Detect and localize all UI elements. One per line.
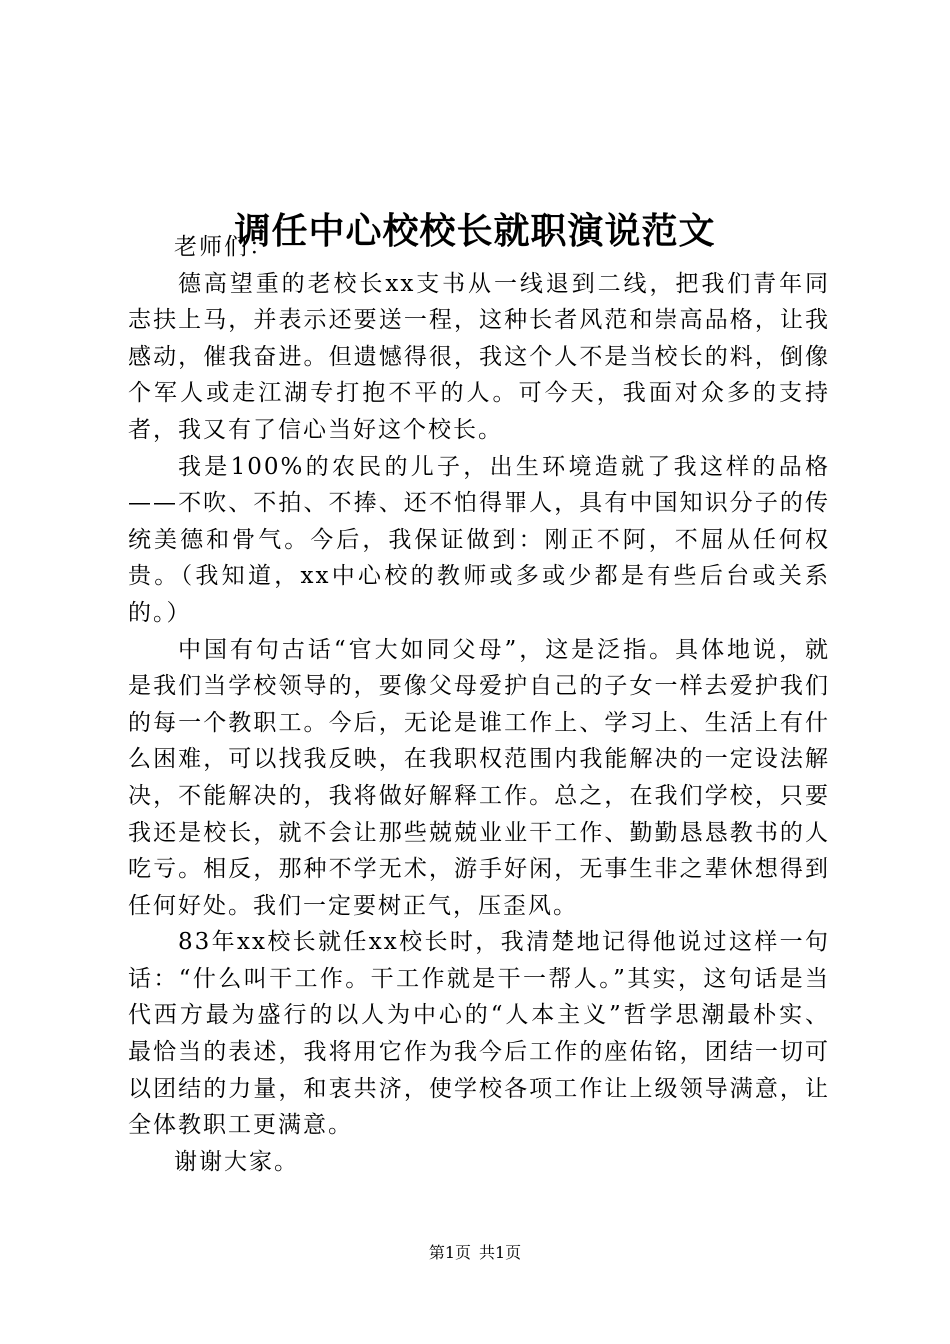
paragraph-3: 中国有句古话“官大如同父母”，这是泛指。具体地说，就是我们当学校领导的，要像父母爱护自己的子女一样去爱护我们的每一个教职工。今后，无论是谁工作上、学习上、生活上有什么困难，可以找我反映，在我职权范围内我能解决的一定设法解决，不能解决的，我将做好解释工作。总之，在我们学校，只要我还是校长，就不会让那些兢兢业业干工作、勤勤恳恳教书的人吃亏。相反，那种不学无术，游手好闲，无事生非之辈休想得到任何好处。我们一定要树正气，压歪风。 [128,636,830,919]
page-footer [0,1241,950,1265]
page-total: 共1页 [479,1243,522,1262]
paragraph-1: 德高望重的老校长xx支书从一线退到二线，把我们青年同志扶上马，并表示还要送一程，这种长者风范和崇高品格，让我感动，催我奋进。但遗憾得很，我这个人不是当校长的料，倒像个军人或走江湖专打抱不平的人。可今天，我面对众多的支持者，我又有了信心当好这个校长。 [128,270,830,443]
paragraph-4: 83年xx校长就任xx校长时，我清楚地记得他说过这样一句话：“什么叫干工作。干工作就是干一帮人。”其实，这句话是当代西方最为盛行的以人为中心的“人本主义”哲学思潮最朴实、最恰当的表述，我将用它作为我今后工作的座佑铭，团结一切可以团结的力量，和衷共济，使学校各项工作让上级领导满意，让全体教职工更满意。 [128,929,830,1139]
document-body [128,229,830,1180]
closing: 谢谢大家。 [174,1148,299,1175]
document-title: 调任中心校校长就职演说范文 [234,211,716,253]
paragraph-2: 我是100%的农民的儿子，出生环境造就了我这样的品格——不吹、不拍、不捧、还不怕得罪人，具有中国知识分子的传统美德和骨气。今后，我保证做到：刚正不阿，不屈从任何权贵。（我知道，xx中心校的教师或多或少都是有些后台或关系的。） [128,453,830,626]
page-number: 第1页 [428,1243,471,1262]
salutation: 老师们： [174,234,274,260]
